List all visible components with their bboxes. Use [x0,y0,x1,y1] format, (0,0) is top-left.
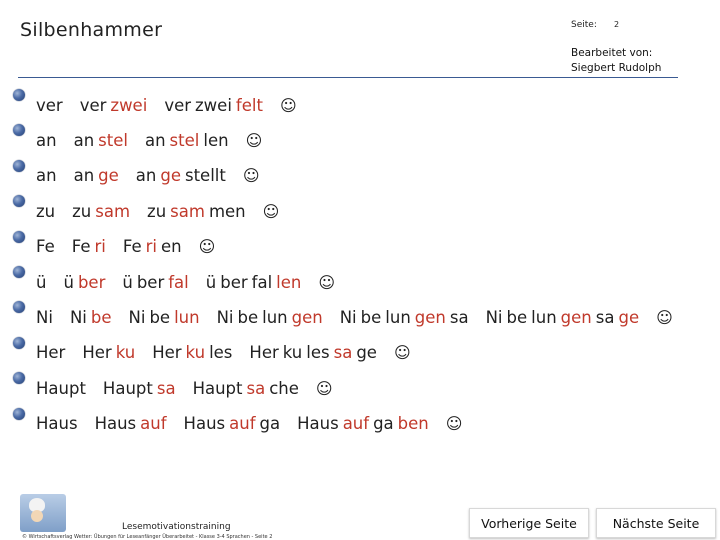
page-title: Silbenhammer [20,19,163,41]
syllable-row [36,270,335,294]
syllable-new: auf [342,414,370,434]
syllable: an [36,166,57,186]
syllable: les [209,343,233,363]
syllable-group [36,96,63,115]
syllable: Ni [36,307,53,327]
smiley-icon: ☺ [242,166,260,186]
syllable: Ni [128,307,146,327]
syllable: be [237,307,259,327]
syllable-group [36,414,78,433]
syllable: Haupt [102,378,153,398]
syllable-group [36,131,57,150]
syllable-new: sa [333,343,353,363]
syllable: zu [72,201,92,221]
syllable-group [74,166,119,185]
syllable: ü [63,272,74,292]
syllable-group [36,308,53,327]
syllable-group [340,308,469,327]
syllable-group [70,308,112,327]
syllable-new: auf [229,414,256,434]
syllable-row [36,199,279,223]
syllable-new: zwei [110,95,148,115]
syllable-new: ku [185,343,206,363]
syllable: lun [262,307,288,327]
syllable-new: felt [235,95,263,115]
syllable-new: fal [168,272,189,292]
bullet-icon [13,195,25,207]
syllable-row [36,235,215,259]
syllable-row [36,164,260,188]
syllable-row [36,412,462,436]
syllable-group [123,237,182,256]
syllable: an [73,130,95,150]
syllable: Her [36,343,66,363]
syllable: an [135,166,157,186]
syllable: ver [36,95,63,115]
syllable-new: sam [170,201,205,221]
syllable-group [217,308,323,327]
bullet-icon [13,301,25,313]
syllable: ga [259,414,281,434]
syllable: Ni [339,307,357,327]
smiley-icon: ☺ [245,130,263,150]
syllable: men [208,201,246,221]
syllable: be [506,307,528,327]
syllable-new: gen [414,307,446,327]
syllable: Her [152,343,182,363]
syllable: Her [82,343,112,363]
syllable: Ni [485,307,503,327]
syllable-group [147,202,246,221]
syllable-group [63,273,105,292]
editor-line-2: Siegbert Rudolph [571,62,662,74]
syllable-group [36,237,55,256]
syllable: sa [449,307,469,327]
syllable-group [36,379,86,398]
syllable-group [297,414,429,433]
publisher-logo [20,494,66,532]
syllable-row [36,128,262,152]
syllable-group [36,343,65,362]
editor-credit [571,46,661,76]
footer-copyright: © Wirtschaftsverlag Wetter: Übungen für Leseanfänger Überarbeitet - Klasse 3-4 Sprachen - Seite 2 [22,534,273,540]
syllable-new: len [276,272,302,292]
syllable: en [161,237,182,257]
syllable-group [80,96,148,115]
syllable: Haus [183,414,226,434]
bullet-icon [13,337,25,349]
syllable-new: sa [156,378,176,398]
syllable: an [144,130,166,150]
syllable: Ni [69,307,87,327]
syllable: lun [531,307,557,327]
syllable: ku [282,343,303,363]
syllable-group [103,379,176,398]
syllable-new: lun [174,307,200,327]
syllable: che [269,378,299,398]
syllable-group [82,343,135,362]
syllable-new: ben [397,414,429,434]
syllable: zwei [195,95,232,115]
syllable-group [74,131,128,150]
syllable: fal [251,272,273,292]
syllable-new: ge [160,166,181,186]
syllable-group [164,96,263,115]
syllable: Fe [71,237,91,257]
syllable: lun [385,307,411,327]
syllable-row [36,305,673,329]
page-label: Seite: [571,20,597,30]
syllable-new: ber [77,272,106,292]
bullet-icon [13,124,25,136]
smiley-icon: ☺ [262,201,280,221]
syllable: ü [122,272,133,292]
syllable-new: ku [115,343,136,363]
previous-page-button[interactable]: Vorherige Seite [469,508,589,538]
syllable: Haus [36,414,78,434]
syllable: ga [373,414,394,434]
syllable-group [136,166,226,185]
syllable: ber [220,272,248,292]
smiley-icon: ☺ [393,343,411,363]
syllable: Haus [94,414,137,434]
syllable-row [36,376,333,400]
syllable: ver [79,95,107,115]
bullet-icon [13,231,25,243]
syllable: Ni [216,307,234,327]
syllable: an [36,130,57,150]
syllable: ü [36,272,47,292]
syllable: Fe [36,237,55,257]
syllable: Haupt [192,378,243,398]
syllable-group [152,343,232,362]
syllable: zu [36,201,56,221]
syllable-group [486,308,640,327]
smiley-icon: ☺ [279,95,297,115]
syllable: an [73,166,95,186]
syllable: les [306,343,330,363]
syllable-new: ri [145,237,157,257]
syllable-new: sa [246,378,266,398]
footer-training-label: Lesemotivationstraining [122,522,231,532]
syllable-group [184,414,281,433]
syllable-group [72,237,106,256]
syllable-group [145,131,229,150]
editor-line-1: Bearbeitet von: [571,47,653,59]
bullet-icon [13,408,25,420]
smiley-icon: ☺ [318,272,336,292]
syllable: ver [164,95,192,115]
bullet-icon [13,160,25,172]
header-divider [18,77,678,78]
smiley-icon: ☺ [198,237,216,257]
syllable: Fe [122,237,142,257]
syllable: Haus [297,414,339,434]
syllable-new: gen [560,307,592,327]
syllable-new: ge [98,166,119,186]
syllable-new: stel [169,130,200,150]
syllable-new: stel [98,130,128,150]
syllable: be [149,307,171,327]
syllable-row [36,341,411,365]
syllable: stellt [184,166,226,186]
syllable-group [72,202,130,221]
syllable-group [36,166,57,185]
next-page-button[interactable]: Nächste Seite [596,508,716,538]
chef-face-icon [31,510,43,522]
syllable-group [95,414,167,433]
syllable-group [206,273,302,292]
syllable: be [360,307,382,327]
syllable-group [129,308,200,327]
bullet-icon [13,372,25,384]
syllable: ber [136,272,165,292]
syllable-group [249,343,377,362]
bullet-icon [13,89,25,101]
syllable: ü [205,272,217,292]
syllable-new: be [90,307,112,327]
smiley-icon: ☺ [445,414,463,434]
syllable: len [203,130,229,150]
bullet-icon [13,266,25,278]
syllable-group [36,273,46,292]
syllable-new: ri [94,237,106,257]
syllable: Haupt [36,378,86,398]
syllable: zu [147,201,167,221]
syllable-group [122,273,188,292]
syllable-group [36,202,55,221]
page-number: 2 [614,20,620,29]
syllable-new: ge [618,307,640,327]
syllable-new: sam [95,201,131,221]
syllable: ge [356,343,377,363]
syllable-row [36,93,297,117]
smiley-icon: ☺ [656,307,673,327]
smiley-icon: ☺ [315,378,333,398]
syllable: Her [249,343,279,363]
syllable: sa [595,307,615,327]
syllable-new: auf [140,414,167,434]
syllable-group [193,379,299,398]
syllable-new: gen [291,307,323,327]
